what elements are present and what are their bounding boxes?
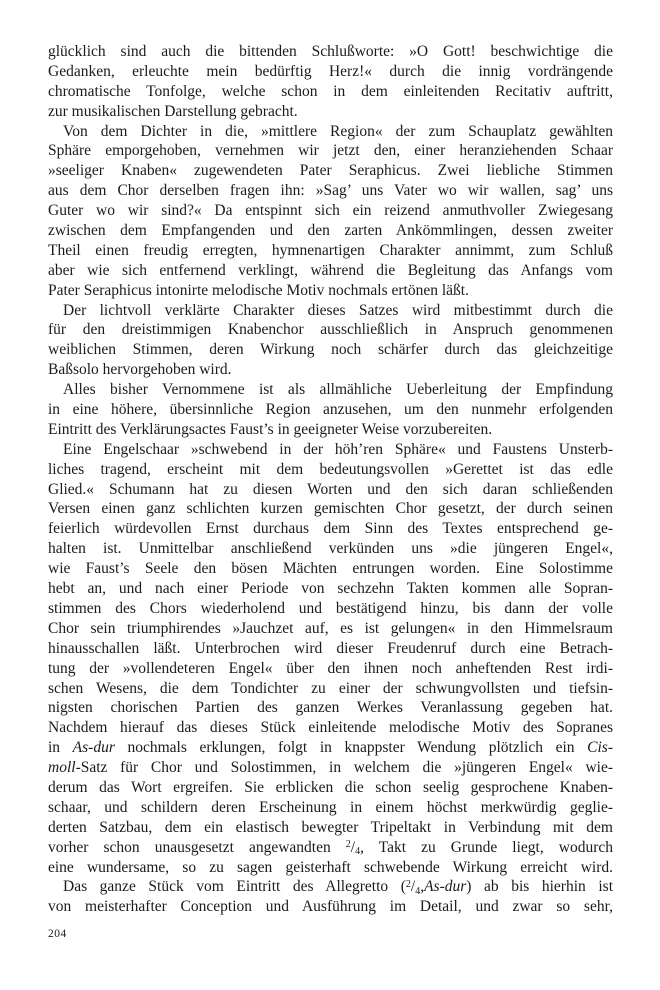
text-line <box>48 360 613 380</box>
text-segment: feierlich würdevollen Ernst durchaus dem Sinn des Textes entsprechend ge- <box>48 520 613 538</box>
text-segment: -Satz für Chor und Solostimmen, in welchem die »jüngeren Engel« wie- <box>75 759 613 777</box>
text-segment: liches tragend, erscheint mit dem bedeutungsvollen »Gerettet ist das edle <box>48 460 613 478</box>
text-line <box>48 798 613 818</box>
text-segment: Chor sein triumphirendes »Jauchzet auf, es ist gelungen« in den Himmelsraum <box>48 619 613 637</box>
text-segment: 4 <box>415 885 421 897</box>
text-line <box>48 161 613 181</box>
text-line <box>48 698 613 718</box>
text-segment: in eine höhere, übersinnliche Region anzusehen, um den nunmehr erfolgenden <box>48 401 613 419</box>
text-line <box>48 82 613 102</box>
text-segment: Sphäre emporgehoben, vernehmen wir jetzt den, einer heranziehenden Schaar <box>48 142 613 160</box>
page-number: 204 <box>48 928 67 940</box>
text-block <box>48 42 613 917</box>
text-segment: in <box>48 739 73 757</box>
text-segment: Pater Seraphicus intonirte melodische Motiv nochmals ertönen läßt. <box>48 281 469 299</box>
text-segment: Cis- <box>587 739 613 757</box>
text-segment: halten ist. Unmittelbar anschließend verkünden uns »die jüngeren Engel«, <box>48 540 613 558</box>
text-segment: tung der »vollendeteren Engel« über den ihnen noch anheftenden Rest irdi- <box>48 659 613 677</box>
text-segment: hinausschallen läßt. Unterbrochen wird dieser Freudenruf durch eine Betrach- <box>48 639 613 657</box>
text-line <box>48 539 613 559</box>
text-segment: nochmals erklungen, folgt in knappster Wendung plötzlich ein <box>114 739 588 757</box>
text-line <box>48 380 613 400</box>
text-line <box>48 679 613 699</box>
text-segment: von meisterhafter Conception und Ausführung im Detail, und zwar so sehr, <box>48 898 613 916</box>
text-segment: derten Satzbau, dem ein elastisch bewegter Tripeltakt in Verbindung mit dem <box>48 818 613 836</box>
text-line <box>48 102 613 122</box>
text-line <box>48 897 613 917</box>
text-segment: eine wundersame, so zu sagen geisterhaft schwebende Wirkung erreicht wird. <box>48 858 613 876</box>
text-line <box>48 619 613 639</box>
text-line <box>48 400 613 420</box>
text-line <box>48 241 613 261</box>
text-segment: Das ganze Stück vom Eintritt des Allegretto ( <box>63 878 406 896</box>
text-segment: wie Faust’s Seele den bösen Mächten entrungen worden. Eine Solostimme <box>48 560 613 578</box>
text-line <box>48 440 613 460</box>
text-line <box>48 261 613 281</box>
text-line <box>48 62 613 82</box>
text-segment: / <box>410 878 416 896</box>
text-segment: , <box>420 878 425 896</box>
text-segment: Gedanken, erleuchte mein bedürftig Herz!« durch die innig vordrängende <box>48 62 613 80</box>
text-line <box>48 559 613 579</box>
text-segment: derum das Wort ergreifen. Sie erblicken die schon seelig gesprochene Knaben- <box>48 778 613 796</box>
text-line <box>48 420 613 440</box>
text-line <box>48 122 613 142</box>
text-line <box>48 480 613 500</box>
text-segment: 4 <box>355 846 361 858</box>
text-segment: / <box>350 838 356 856</box>
text-segment: nigsten chorischen Partien des ganzen Werkes Veranlassung gegeben hat. <box>48 699 613 717</box>
text-line <box>48 579 613 599</box>
text-segment: Theil einen freudig erregten, hymnenartigen Charakter annimmt, zum Schluß <box>48 241 613 259</box>
text-segment: Eintritt des Verklärungsactes Faust’s in geeigneter Weise vorzubereiten. <box>48 420 493 438</box>
text-line <box>48 499 613 519</box>
text-segment: aber wie sich entfernend verklingt, während die Begleitung das Anfangs vom <box>48 261 613 279</box>
text-segment: weiblichen Stimmen, deren Wirkung noch schärfer durch das gleichzeitige <box>48 341 613 359</box>
text-segment: moll <box>48 759 76 777</box>
text-segment: 2 <box>405 878 411 890</box>
text-line <box>48 659 613 679</box>
text-segment: schen Wesens, die dem Tondichter zu einer der schwungvollsten und tiefsin- <box>48 679 613 697</box>
text-line <box>48 460 613 480</box>
text-line <box>48 221 613 241</box>
text-segment: schaar, und schildern deren Erscheinung in einem höchst merkwürdig geglie- <box>48 798 613 816</box>
text-segment: hebt an, und nach einer Periode von sechzehn Takten kommen alle Sopran- <box>48 580 613 598</box>
text-segment: aus dem Chor derselben fragen ihn: »Sag’ uns Vater wo wir wallen, sag’ uns <box>48 182 613 200</box>
text-line <box>48 340 613 360</box>
text-line <box>48 181 613 201</box>
text-line <box>48 738 613 758</box>
text-segment: , Takt zu Grunde liegt, wodurch <box>360 838 613 856</box>
text-segment: Guter wo wir sind?« Da entspinnt sich ein reizend anmuthvoller Zwiegesang <box>48 202 613 220</box>
text-line <box>48 201 613 221</box>
text-segment: für den dreistimmigen Knabenchor ausschließlich in Anspruch genommenen <box>48 321 613 339</box>
text-line <box>48 858 613 878</box>
text-line <box>48 599 613 619</box>
text-segment: Glied.« Schumann hat zu diesen Worten und den sich daran schließenden <box>48 480 613 498</box>
text-segment: stimmen des Chors wiederholend und bestätigend hinzu, bis dann der volle <box>48 599 613 617</box>
text-line <box>48 718 613 738</box>
text-segment: Eine Engelschaar »schwebend in der höh’ren Sphäre« und Faustens Unsterb- <box>63 440 613 458</box>
text-line <box>48 758 613 778</box>
text-segment: »seeliger Knaben« zugewendeten Pater Seraphicus. Zwei liebliche Stimmen <box>48 162 613 180</box>
text-segment: zwischen dem Empfangenden und den zarten Ankömmlingen, dessen zweiter <box>48 222 613 240</box>
text-line <box>48 838 613 858</box>
text-segment: ) ab bis hierhin ist <box>466 878 614 896</box>
text-line <box>48 639 613 659</box>
text-segment: glücklich sind auch die bittenden Schlußworte: »O Gott! beschwichtige die <box>48 43 613 60</box>
text-segment: As-dur <box>424 878 467 896</box>
text-segment: Von dem Dichter in die, »mittlere Region« der zum Schauplatz gewählten <box>63 122 613 140</box>
text-line <box>48 301 613 321</box>
text-line <box>48 281 613 301</box>
text-segment: As-dur <box>72 739 115 757</box>
text-segment: Alles bisher Vernommene ist als allmähliche Ueberleitung der Empfindung <box>63 381 613 399</box>
text-line <box>48 320 613 340</box>
text-line <box>48 778 613 798</box>
text-line <box>48 818 613 838</box>
text-line <box>48 141 613 161</box>
text-segment: chromatische Tonfolge, welche schon in dem einleitenden Recitativ auftritt, <box>48 82 613 100</box>
text-line <box>48 42 613 62</box>
text-segment: Der lichtvoll verklärte Charakter dieses Satzes wird mitbestimmt durch die <box>63 301 613 319</box>
text-segment: Nachdem hierauf das dieses Stück einleitende melodische Motiv des Sopranes <box>48 719 613 737</box>
text-segment: 2 <box>345 839 351 851</box>
text-line <box>48 519 613 539</box>
text-segment: zur musikalischen Darstellung gebracht. <box>48 102 298 120</box>
text-segment: vorher schon unausgesetzt angewandten <box>48 838 346 856</box>
text-line <box>48 877 613 897</box>
text-segment: Baßsolo hervorgehoben wird. <box>48 361 232 379</box>
text-segment: Versen einen ganz schlichten kurzen gemischten Chor gesetzt, der durch seinen <box>48 500 613 518</box>
